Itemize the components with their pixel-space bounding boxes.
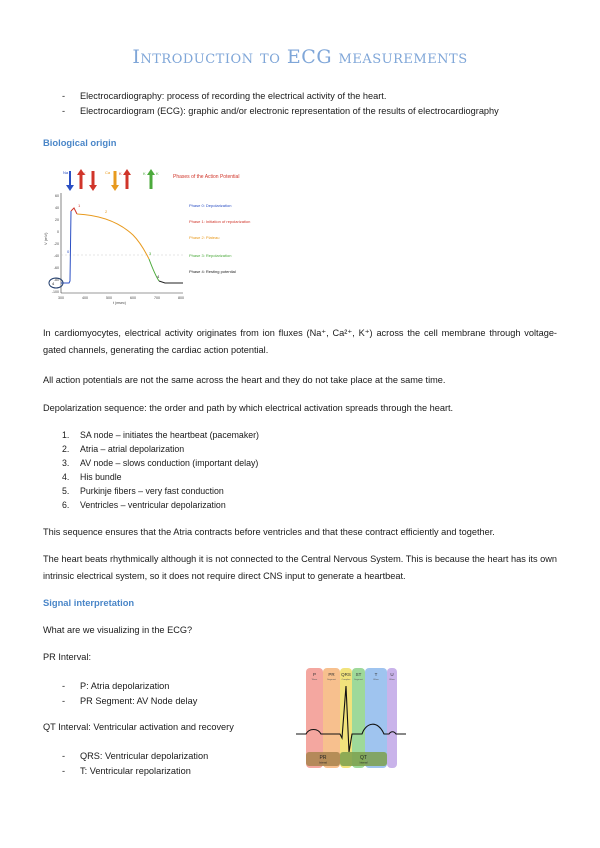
action-potential-figure [43,163,293,305]
figure-title: Phases of the Action Potential [173,174,240,180]
y-tick-label: 40 [55,206,59,210]
qt-bullets [62,749,208,779]
page-title: Introduction to ECG measurements [132,46,468,68]
band-u [387,668,397,768]
band-sublabel: Wave [373,679,379,681]
paragraph: The heart beats rhythmically although it is not connected to the Central Nervous System. This is because the heart has its own intrinsic electrical system, so it does not require direct CNS input to generate a heartbeat. [43,554,557,581]
y-tick-label: -60 [53,266,59,270]
interval-sublabel: Interval [319,761,327,765]
band-sublabel: Complex [341,679,351,681]
ion-label: K [143,171,146,176]
interval-label: QT [360,755,367,761]
list-number: 4. [62,472,70,482]
phase-legend-item: Phase 1: Initiation of repolarization [189,219,251,224]
ecg-intervals-figure [296,668,406,770]
x-axis-label: t (msec) [113,301,126,305]
list-item [62,484,259,498]
x-tick-label: 800 [178,296,184,300]
band-label: U [390,672,394,677]
list-text: Purkinje fibers – very fast conduction [80,486,224,496]
list-item [62,456,259,470]
x-tick-label: 300 [58,296,64,300]
paragraph: In cardiomyocytes, electrical activity originates from ion fluxes (Na⁺, Ca²⁺, K⁺) across the cell membrane through voltage-gated channels, generating the cardiac action potential. [43,328,557,355]
svg-text:2: 2 [105,209,108,214]
svg-text:3: 3 [149,251,152,256]
ion-label: Na [63,170,69,175]
section-heading-biological-origin: Biological origin [43,137,117,148]
list-text: Ventricles – ventricular depolarization [80,500,226,510]
x-tick-label: 400 [82,296,88,300]
list-text: AV node – slows conduction (important delay) [80,458,259,468]
y-tick-label: -80 [53,278,59,282]
band-sublabel: Wave [311,679,318,681]
list-item [62,470,259,484]
y-tick-label: 20 [55,218,59,222]
intro-bullets [62,89,499,119]
ion-label: K [119,171,122,176]
list-text: His bundle [80,472,122,482]
band-label: ST [355,672,362,677]
band-sublabel: Wave [389,679,395,681]
y-tick-label: -40 [53,254,59,258]
paragraph: This sequence ensures that the Atria contracts before ventricles and that these contract efficiently and together. [43,527,495,537]
list-item: - P: Atria depolarization [62,679,197,694]
y-tick-label: 60 [55,194,59,198]
list-item: - Electrocardiogram (ECG): graphic and/or electronic representation of the results of electrocardiography [62,104,499,119]
depolarization-sequence-list [62,428,259,512]
section-heading-signal-interpretation: Signal interpretation [43,597,135,608]
band-label: T [374,672,378,677]
band-sublabel: Segment [354,679,363,681]
list-number: 1. [62,430,70,440]
y-tick-label: 0 [57,230,59,234]
pr-interval-label: PR Interval: [43,652,91,662]
band-label: QRS [341,672,351,677]
ion-label: K [156,171,159,176]
phase-legend-item: Phase 3: Repolarization [189,253,232,258]
phase-legend-item: Phase 2: Plateau [189,235,220,240]
paragraph: Depolarization sequence: the order and path by which electrical activation spreads through the heart. [43,403,454,413]
list-item [62,498,259,512]
list-text: Atria – atrial depolarization [80,444,185,454]
svg-text:1: 1 [78,203,81,208]
y-tick-label: -20 [53,242,59,246]
list-item: - Electrocardiography: process of recording the electrical activity of the heart. [62,89,499,104]
list-text: SA node – initiates the heartbeat (pacemaker) [80,430,259,440]
ion-label: Ca [105,170,111,175]
paragraph: All action potentials are not the same across the heart and they do not take place at the same time. [43,375,446,385]
list-item: - T: Ventricular repolarization [62,764,208,779]
list-number: 3. [62,458,70,468]
svg-text:0: 0 [67,249,70,254]
list-number: 5. [62,486,70,496]
x-tick-label: 600 [130,296,136,300]
question-text: What are we visualizing in the ECG? [43,625,193,635]
band-label: P [312,672,317,677]
svg-text:4: 4 [157,274,160,279]
pr-bullets [62,679,197,709]
y-axis-label: V (mV) [43,232,48,245]
list-item: - PR Segment: AV Node delay [62,694,197,709]
x-tick-label: 500 [106,296,112,300]
qt-interval-label: QT Interval: Ventricular activation and recovery [43,722,234,732]
band-label: PR [328,672,335,677]
phase-legend-item: Phase 0: Depolarization [189,203,232,208]
ion-label: K [83,171,86,176]
svg-text:4: 4 [52,281,55,286]
y-tick-label: -100 [51,290,59,294]
list-number: 2. [62,444,70,454]
list-item: - QRS: Ventricular depolarization [62,749,208,764]
list-item [62,442,259,456]
interval-label: PR [319,755,327,761]
band-sublabel: Segment [327,679,336,681]
list-item [62,428,259,442]
interval-sublabel: Interval [359,761,368,765]
x-tick-label: 700 [154,296,160,300]
phase-legend-item: Phase 4: Resting potential [189,269,236,274]
list-number: 6. [62,500,70,510]
